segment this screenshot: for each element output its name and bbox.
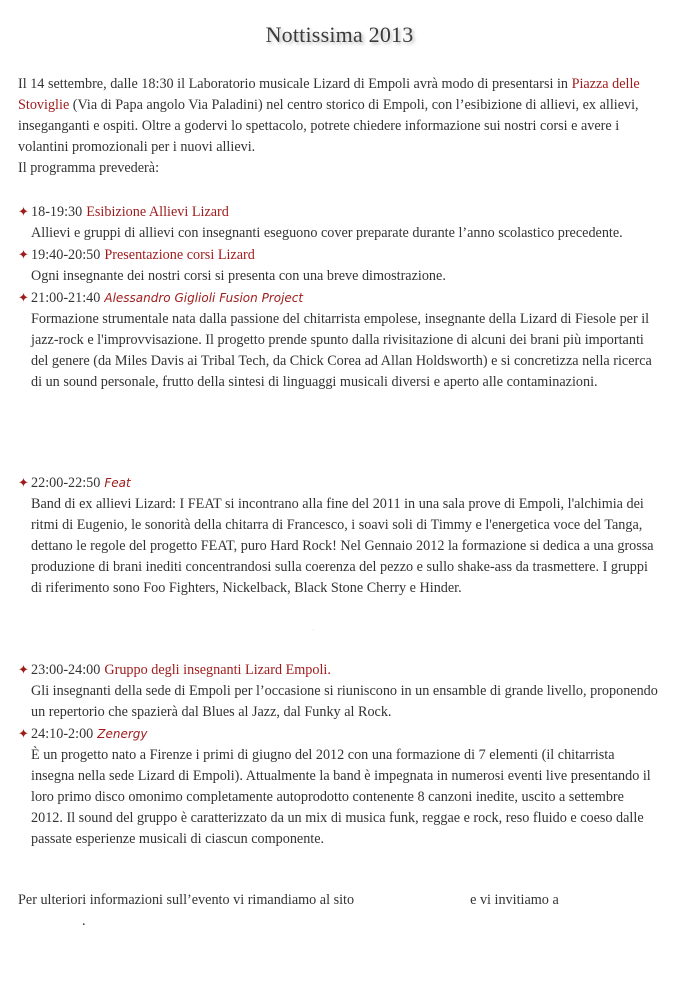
footer-text-after: e vi invitiamo a <box>470 892 559 908</box>
star-bullet-icon: ✦ <box>18 290 29 305</box>
event-list-1 <box>18 201 658 393</box>
page-title: Nottissima 2013 <box>265 22 414 47</box>
event-time: 23:00-24:00 <box>31 662 101 678</box>
event-name-link[interactable]: Alessandro Giglioli Fusion Project <box>104 291 304 305</box>
event-description: Band di ex allievi Lizard: I FEAT si incontrano alla fine del 2011 in una sala prove di Empoli, l'alchimia dei ritmi di Eugenio, le sonorità della chitarra di Francesco, i soavi soli di Timmy e l'energetica voce del Tanga, dettano le regole del progetto FEAT, puro Hard Rock! Nel Gennaio 2012 la formazione si dedica a una grossa produzione di brani inediti concentrandosi sulla coerenza del pezzo e sullo shake-ass da trasmettere. I gruppi di riferimento sono Foo Fighters, Nickelback, Black Stone Cherry e Hinder. <box>31 496 654 596</box>
event-list-3 <box>18 659 658 850</box>
intro-text-before: Il 14 settembre, dalle 18:30 il Laboratorio musicale Lizard di Empoli avrà modo di presentarsi in <box>18 76 572 92</box>
footer-text-before: Per ulteriori informazioni sull’evento vi rimandiamo al sito <box>18 892 355 908</box>
event-item <box>18 201 658 244</box>
event-time: 18-19:30 <box>31 204 83 220</box>
event-name-link[interactable]: Esibizione Allievi Lizard <box>86 204 229 220</box>
event-time: 22:00-22:50 <box>31 475 101 491</box>
star-bullet-icon: ✦ <box>18 662 29 677</box>
star-bullet-icon: ✦ <box>18 204 29 219</box>
event-item <box>18 472 658 599</box>
event-time: 21:00-21:40 <box>31 290 101 306</box>
event-name-link[interactable]: Feat <box>104 476 131 490</box>
event-item <box>18 287 658 393</box>
program-intro: Il programma prevederà: <box>18 160 160 176</box>
intro-text <box>18 74 658 158</box>
faint-dot: · <box>312 626 315 635</box>
intro-text-after: (Via di Papa angolo Via Paladini) nel centro storico di Empoli, con l’esibizione di allievi, ex allievi, inseganganti e ospiti. Oltre a godervi lo spettacolo, potrete chiedere informazione sui nostri corsi e avere i volantini promozionali per i nuovi allievi. <box>18 97 639 155</box>
event-name-link[interactable]: Gruppo degli insegnanti Lizard Empoli. <box>104 662 331 678</box>
star-bullet-icon: ✦ <box>18 726 29 741</box>
event-description: Gli insegnanti della sede di Empoli per l’occasione si riuniscono in un ensamble di grande livello, proponendo un repertorio che spazierà dal Blues al Jazz, dal Funky al Rock. <box>31 683 658 720</box>
event-description: Formazione strumentale nata dalla passione del chitarrista empolese, insegnante della Lizard di Fiesole per il jazz-rock e l'improvvisazione. Il progetto prende spunto dalla rivisitazione di alcuni dei brani più importanti del genere (da Miles Davis ai Tribal Tech, da Chick Corea ad Allan Holdsworth) e si concretizza nella ricerca di un sound personale, frutto della sintesi di linguaggi musicali diversi e aperto alle contaminazioni. <box>31 311 652 390</box>
star-bullet-icon: ✦ <box>18 475 29 490</box>
event-item <box>18 659 658 723</box>
event-item <box>18 723 658 850</box>
location-link[interactable]: Piazza delle Stoviglie <box>18 76 640 113</box>
event-description: Ogni insegnante dei nostri corsi si presenta con una breve dimostrazione. <box>31 268 446 284</box>
footer-paragraph <box>18 890 658 932</box>
intro-paragraph <box>18 74 658 179</box>
event-time: 19:40-20:50 <box>31 247 101 263</box>
event-name-link[interactable]: Presentazione corsi Lizard <box>104 247 255 263</box>
star-bullet-icon: ✦ <box>18 247 29 262</box>
event-description: Allievi e gruppi di allievi con insegnanti eseguono cover preparate durante l’anno scolastico precedente. <box>31 225 623 241</box>
event-time: 24:10-2:00 <box>31 726 94 742</box>
event-list-2 <box>18 472 658 599</box>
event-name-link[interactable]: Zenergy <box>97 727 148 741</box>
event-item <box>18 244 658 287</box>
footer-end: . <box>82 913 86 929</box>
event-description: È un progetto nato a Firenze i primi di giugno del 2012 con una formazione di 7 elementi (il chitarrista insegna nella sede Lizard di Empoli). Attualmente la band è impegnata in numerosi eventi live presentando il loro primo disco omonimo completamente autoprodotto contenente 8 canzoni inedite, uscito a settembre 2012. Il sound del gruppo è caratterizzato da un mix di musica funk, reggae e rock, reso fluido e coeso dalle passate esperienze musicali di ciascun componente. <box>31 747 651 847</box>
